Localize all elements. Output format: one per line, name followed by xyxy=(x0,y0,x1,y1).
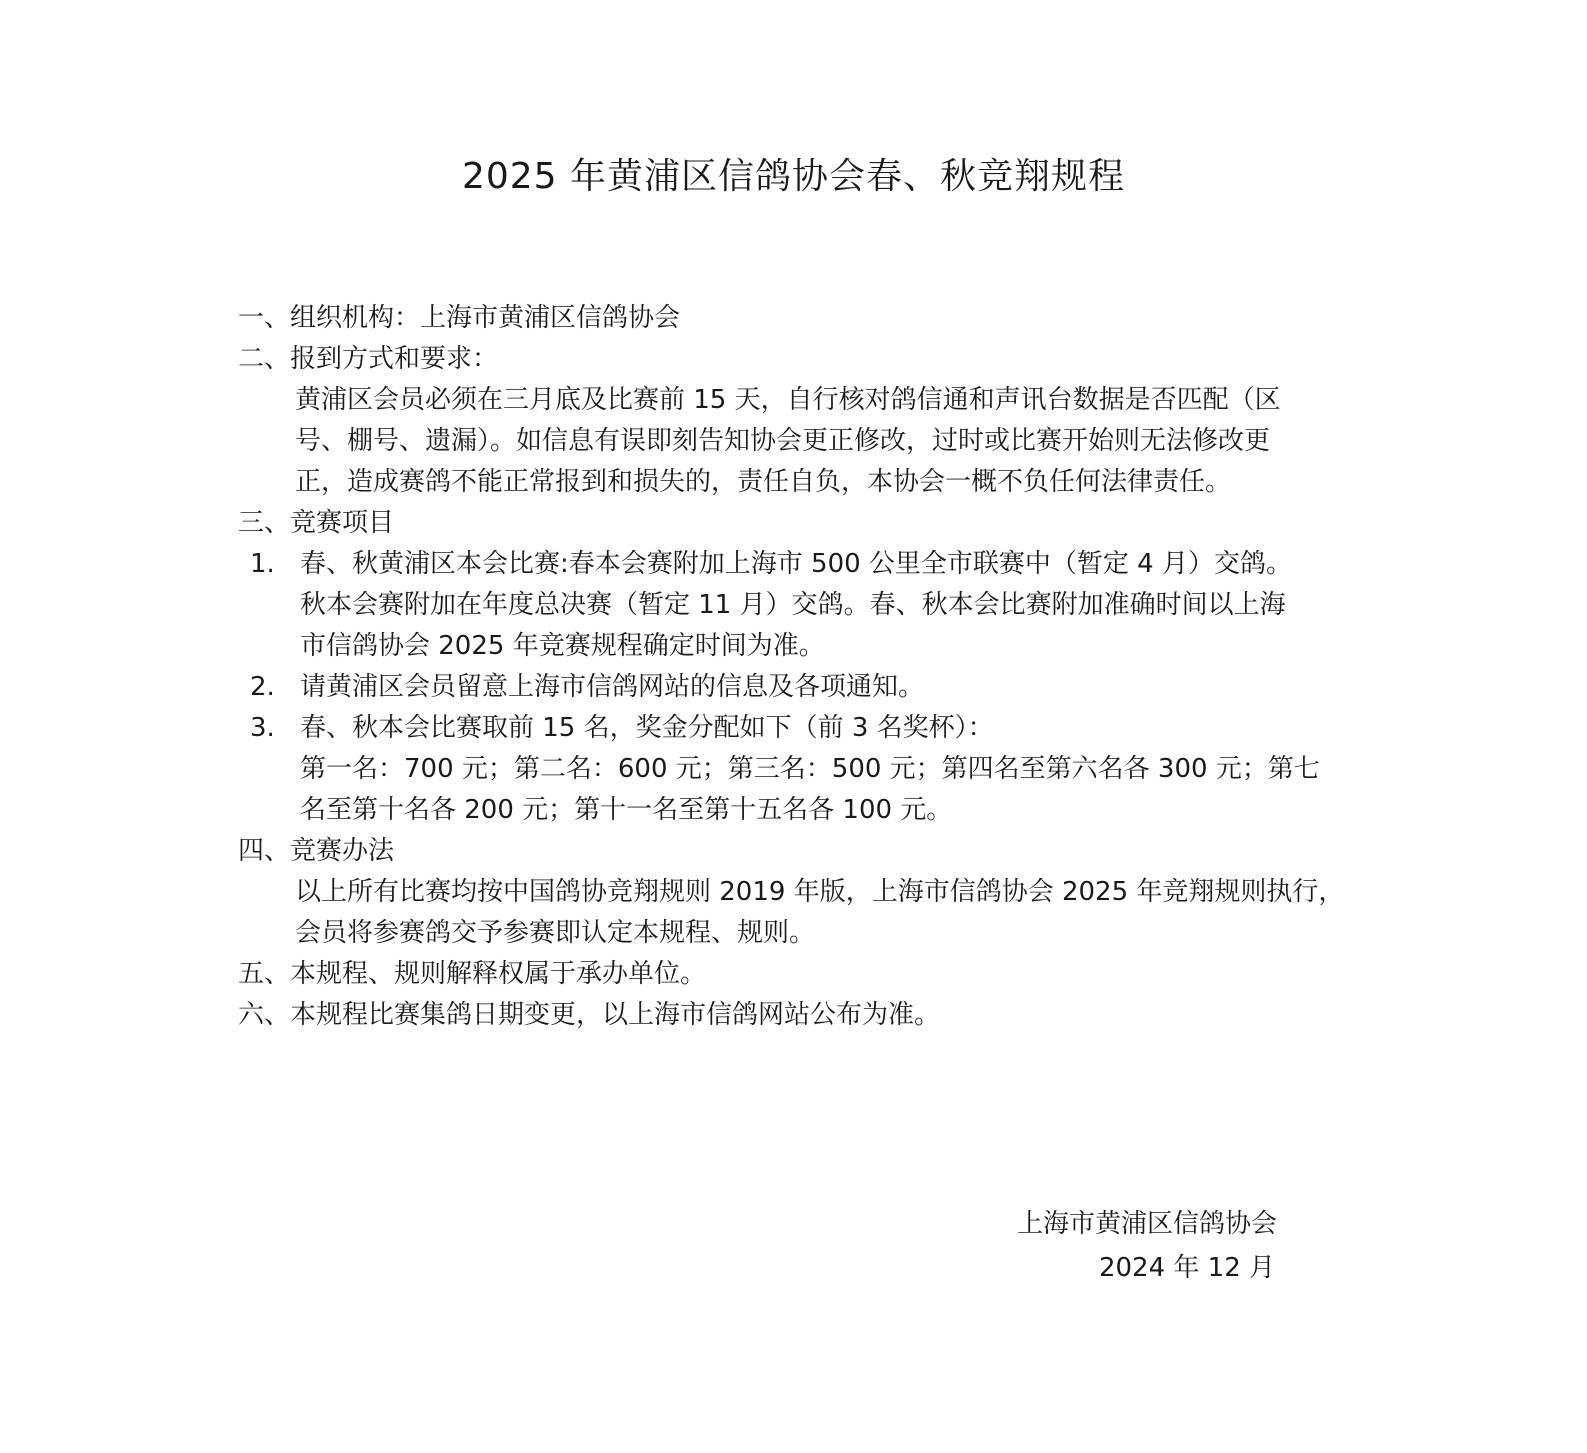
signature-date: 2024 年 12 月 xyxy=(1098,1253,1275,1283)
list-number: 3. xyxy=(250,713,275,743)
prize-distribution-line: 名至第十名各 200 元；第十一名至第十五名各 100 元。 xyxy=(300,795,953,825)
document-body xyxy=(238,298,1358,1036)
list-number: 2. xyxy=(250,672,275,702)
section-registration-heading: 二、报到方式和要求： xyxy=(238,344,499,374)
list-number: 1. xyxy=(250,549,275,579)
signature-organization: 上海市黄浦区信鸽协会 xyxy=(1016,1209,1277,1239)
document-title: 2025 年黄浦区信鸽协会春、秋竞翔规程 xyxy=(461,156,1126,197)
event-item-1-continuation: 秋本会赛附加在年度总决赛（暂定 11 月）交鸽。春、秋本会比赛附加准确时间以上海 xyxy=(300,590,1286,620)
signature-block xyxy=(1017,1202,1277,1290)
list-item-text: 请黄浦区会员留意上海市信鸽网站的信息及各项通知。 xyxy=(300,672,925,702)
registration-paragraph-line: 号、棚号、遗漏）。如信息有误即刻告知协会更正修改，过时或比赛开始则无法修改更 xyxy=(295,426,1271,456)
section-organization: 一、组织机构：上海市黄浦区信鸽协会 xyxy=(238,303,681,333)
section-interpretation: 五、本规程、规则解释权属于承办单位。 xyxy=(238,959,707,989)
event-item-2 xyxy=(238,667,1358,708)
registration-paragraph-line: 黄浦区会员必须在三月底及比赛前 15 天，自行核对鸽信通和声讯台数据是否匹配（区 xyxy=(295,385,1281,415)
event-item-3 xyxy=(238,708,1358,749)
list-item-text: 春、秋本会比赛取前 15 名，奖金分配如下（前 3 名奖杯）： xyxy=(300,713,994,743)
rules-paragraph-line: 会员将参赛鸽交予参赛即认定本规程、规则。 xyxy=(295,918,816,948)
section-events-heading: 三、竞赛项目 xyxy=(238,508,395,538)
registration-paragraph-line: 正，造成赛鸽不能正常报到和损失的，责任自负，本协会一概不负任何法律责任。 xyxy=(295,467,1232,497)
event-item-1-continuation: 市信鸽协会 2025 年竞赛规程确定时间为准。 xyxy=(300,631,825,661)
list-item-text: 春、秋黄浦区本会比赛:春本会赛附加上海市 500 公里全市联赛中（暂定 4 月）交鸽。 xyxy=(300,549,1292,579)
rules-paragraph-line: 以上所有比赛均按中国鸽协竞翔规则 2019 年版，上海市信鸽协会 2025 年竞翔规则执行， xyxy=(295,877,1345,907)
section-rules-heading: 四、竞赛办法 xyxy=(238,836,395,866)
event-item-1 xyxy=(238,544,1358,585)
prize-distribution-line: 第一名：700 元；第二名：600 元；第三名：500 元；第四名至第六名各 300 元；第七 xyxy=(300,754,1320,784)
section-date-change: 六、本规程比赛集鸽日期变更，以上海市信鸽网站公布为准。 xyxy=(238,1000,941,1030)
